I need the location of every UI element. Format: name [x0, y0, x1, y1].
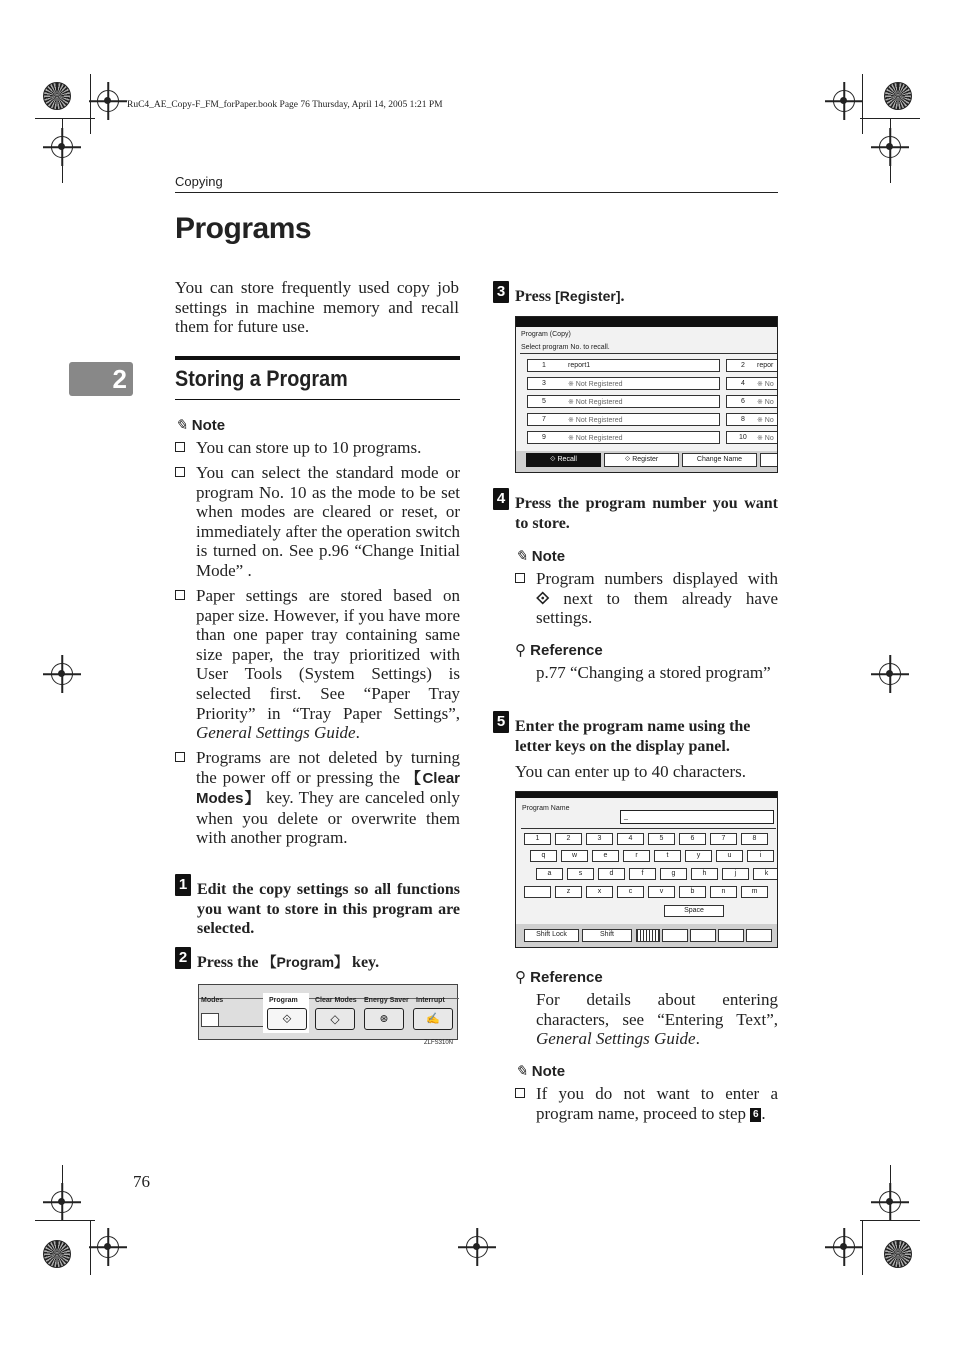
step-number-badge: 3: [493, 281, 509, 303]
color-target-icon: [43, 82, 71, 110]
key-m[interactable]: m: [741, 886, 768, 898]
section-title: Storing a Program: [175, 366, 348, 391]
page-number: 76: [133, 1172, 150, 1191]
key-i[interactable]: i: [747, 850, 774, 862]
interrupt-button[interactable]: ✍: [413, 1008, 453, 1030]
program-slot-7[interactable]: 7 ※ Not Registered: [527, 413, 720, 426]
reference-text: p.77 “Changing a stored program”: [536, 663, 771, 682]
registration-mark-icon: [97, 90, 119, 112]
magnifier-icon: ⚲: [515, 969, 526, 986]
note-item: Programs are not deleted by turning the power off or pressing the 【Clear Modes】 key. They are canceled only when you delete or overwrite them with another program.: [175, 748, 460, 848]
shift-lock-key[interactable]: Shift Lock: [524, 929, 579, 942]
key-k[interactable]: k: [753, 868, 778, 880]
key-c[interactable]: c: [617, 886, 644, 898]
panel-label-modes: Modes: [201, 997, 224, 1004]
section-rule-top: [175, 356, 460, 360]
guide-title: General Settings Guide: [196, 723, 356, 743]
step-number-badge: 2: [175, 947, 191, 969]
program-slot-10[interactable]: 10 ※ No: [726, 431, 778, 444]
panel-label-clear-modes: Clear Modes: [315, 997, 357, 1004]
control-panel-illustration: [198, 984, 458, 1040]
energy-saver-button[interactable]: ⊛: [364, 1008, 404, 1030]
note-item: Paper settings are stored based on paper size. However, if you have more than one paper tray containing same size paper, the tray prioritized with User Tools (System Settings) is selected first. See “Paper Tray Priority” in “Tray Paper Settings”, General Settings Guide.: [175, 586, 460, 743]
checkbox-bullet-icon: [175, 590, 185, 600]
step-2-text: Press the 【Program】 key.: [197, 954, 380, 971]
key-3[interactable]: 3: [586, 833, 613, 845]
step-5-body: You can enter up to 40 characters.: [515, 762, 747, 781]
color-target-icon: [884, 82, 912, 110]
key-n[interactable]: n: [710, 886, 737, 898]
note-heading: ✎ Note: [175, 417, 226, 434]
header-rule: [175, 192, 778, 193]
panel-label-program: Program: [269, 997, 298, 1004]
clear-modes-key: 【Clear Modes】: [196, 769, 460, 808]
key-1[interactable]: 1: [524, 833, 551, 845]
program-icon: ⟐: [536, 588, 550, 608]
note-item: You can store up to 10 programs.: [175, 438, 460, 458]
key-q[interactable]: q: [530, 850, 557, 862]
pencil-icon: ✎: [515, 548, 528, 565]
registration-mark-icon: [833, 90, 855, 112]
screen-subtitle: Select program No. to recall.: [521, 344, 610, 351]
page-title: Programs: [175, 212, 312, 245]
file-header: RuC4_AE_Copy-F_FM_forPaper.book Page 76 Thursday, April 14, 2005 1:21 PM: [127, 100, 443, 110]
checkbox-bullet-icon: [175, 752, 185, 762]
checkbox-bullet-icon: [515, 1088, 525, 1098]
program-icon: ⟐: [624, 456, 633, 463]
key-v[interactable]: v: [648, 886, 675, 898]
note-heading: ✎ Note: [515, 548, 566, 565]
key-a[interactable]: a: [536, 868, 563, 880]
chapter-number: 2: [112, 364, 127, 394]
program-name-screen: [515, 791, 778, 948]
change-name-button[interactable]: Change Name: [682, 453, 757, 467]
color-target-icon: [43, 1240, 71, 1268]
program-slot-5[interactable]: 5 ※ Not Registered: [527, 395, 720, 408]
program-slot-9[interactable]: 9 ※ Not Registered: [527, 431, 720, 444]
key-j[interactable]: j: [722, 868, 749, 880]
program-slot-2[interactable]: 2 repor: [726, 359, 778, 372]
program-icon: ⟐: [550, 456, 558, 463]
key-8[interactable]: 8: [741, 833, 768, 845]
program-name-input[interactable]: _: [620, 810, 774, 824]
note-item: You can select the standard mode or program No. 10 as the mode to be set when modes are cleared or reset, or immediately after the operation switch is turned on. See p.96 “Change Initial Mode” .: [175, 463, 460, 581]
key-e[interactable]: e: [592, 850, 619, 862]
magnifier-icon: ⚲: [515, 642, 526, 659]
key-z[interactable]: z: [555, 886, 582, 898]
registration-mark-icon: [51, 136, 73, 158]
blank-key[interactable]: [524, 886, 551, 898]
function-key[interactable]: [718, 929, 744, 942]
program-key: 【Program】: [262, 954, 349, 970]
key-g[interactable]: g: [660, 868, 687, 880]
running-head: Copying: [175, 174, 223, 189]
register-button[interactable]: ⟐ Register: [604, 453, 679, 467]
camera-icon: [201, 1013, 219, 1027]
checkbox-bullet-icon: [175, 467, 185, 477]
key-x[interactable]: x: [586, 886, 613, 898]
key-5[interactable]: 5: [648, 833, 675, 845]
note-heading: ✎ Note: [515, 1063, 566, 1080]
space-key[interactable]: Space: [664, 905, 724, 917]
program-select-screen: [515, 316, 778, 473]
program-slot-8[interactable]: 8 ※ No: [726, 413, 778, 426]
guide-title: General Settings Guide: [536, 1029, 696, 1049]
intro-paragraph: You can store frequently used copy job settings in machine memory and recall them for future use.: [175, 278, 459, 337]
key-4[interactable]: 4: [617, 833, 644, 845]
step-3-text: Press [Register].: [515, 288, 625, 305]
checkbox-bullet-icon: [515, 573, 525, 583]
section-rule-bottom: [175, 399, 460, 400]
key-r[interactable]: r: [623, 850, 650, 862]
note-item: If you do not want to enter a program name, proceed to step 6 .: [515, 1084, 778, 1123]
program-slot-1[interactable]: 1 report1: [527, 359, 720, 372]
dotted-key[interactable]: [636, 929, 660, 942]
registration-mark-icon: [879, 663, 901, 685]
screen-title: Program Name: [522, 805, 570, 812]
step-number-badge: 1: [175, 874, 191, 896]
key-y[interactable]: y: [685, 850, 712, 862]
color-target-icon: [884, 1240, 912, 1268]
registration-mark-icon: [97, 1236, 119, 1258]
step-reference-badge: 6: [750, 1108, 761, 1122]
clear-modes-button[interactable]: ◇: [315, 1008, 355, 1030]
registration-mark-icon: [51, 663, 73, 685]
note-item: Program numbers displayed with ⟐ next to them already have settings.: [515, 569, 778, 628]
screen-title: Program (Copy): [521, 331, 571, 338]
key-s[interactable]: s: [567, 868, 594, 880]
shift-key[interactable]: Shift: [582, 929, 632, 942]
chapter-tab: [69, 362, 133, 396]
figure-code: ZLFS310N: [424, 1040, 454, 1046]
panel-label-interrupt: Interrupt: [416, 997, 445, 1004]
step-5-text: Enter the program name using the letter keys on the display panel.: [515, 718, 751, 755]
key-2[interactable]: 2: [555, 833, 582, 845]
registration-mark-icon: [879, 1191, 901, 1213]
key-d[interactable]: d: [598, 868, 625, 880]
pencil-icon: ✎: [175, 417, 188, 434]
key-b[interactable]: b: [679, 886, 706, 898]
program-slot-6[interactable]: 6 ※ No: [726, 395, 778, 408]
program-slot-4[interactable]: 4 ※ No: [726, 377, 778, 390]
key-w[interactable]: w: [561, 850, 588, 862]
key-6[interactable]: 6: [679, 833, 706, 845]
key-f[interactable]: f: [629, 868, 656, 880]
function-key[interactable]: [746, 929, 772, 942]
registration-mark-icon: [466, 1236, 488, 1258]
key-h[interactable]: h: [691, 868, 718, 880]
reference-text: For details about entering characters, see “Entering Text”, General Settings Guide.: [536, 990, 778, 1049]
step-4-text: Press the program number you want to store.: [515, 495, 778, 532]
panel-label-energy-saver: Energy Saver: [364, 997, 409, 1004]
step-number-badge: 5: [493, 711, 509, 733]
register-label: [Register]: [555, 288, 621, 304]
function-key[interactable]: [662, 929, 688, 942]
reference-heading: ⚲ Reference: [515, 642, 603, 659]
step-1-text: Edit the copy settings so all functions you want to store in this program are selected.: [197, 881, 460, 937]
program-button[interactable]: ⟐: [267, 1008, 307, 1030]
function-key[interactable]: [690, 929, 716, 942]
checkbox-bullet-icon: [175, 442, 185, 452]
program-slot-3[interactable]: 3 ※ Not Registered: [527, 377, 720, 390]
key-t[interactable]: t: [654, 850, 681, 862]
step-number-badge: 4: [493, 488, 509, 510]
pencil-icon: ✎: [515, 1063, 528, 1080]
key-u[interactable]: u: [716, 850, 743, 862]
registration-mark-icon: [833, 1236, 855, 1258]
reference-heading: ⚲ Reference: [515, 969, 603, 986]
registration-mark-icon: [51, 1191, 73, 1213]
registration-mark-icon: [879, 136, 901, 158]
recall-button[interactable]: ⟐ Recall: [526, 453, 601, 467]
key-7[interactable]: 7: [710, 833, 737, 845]
